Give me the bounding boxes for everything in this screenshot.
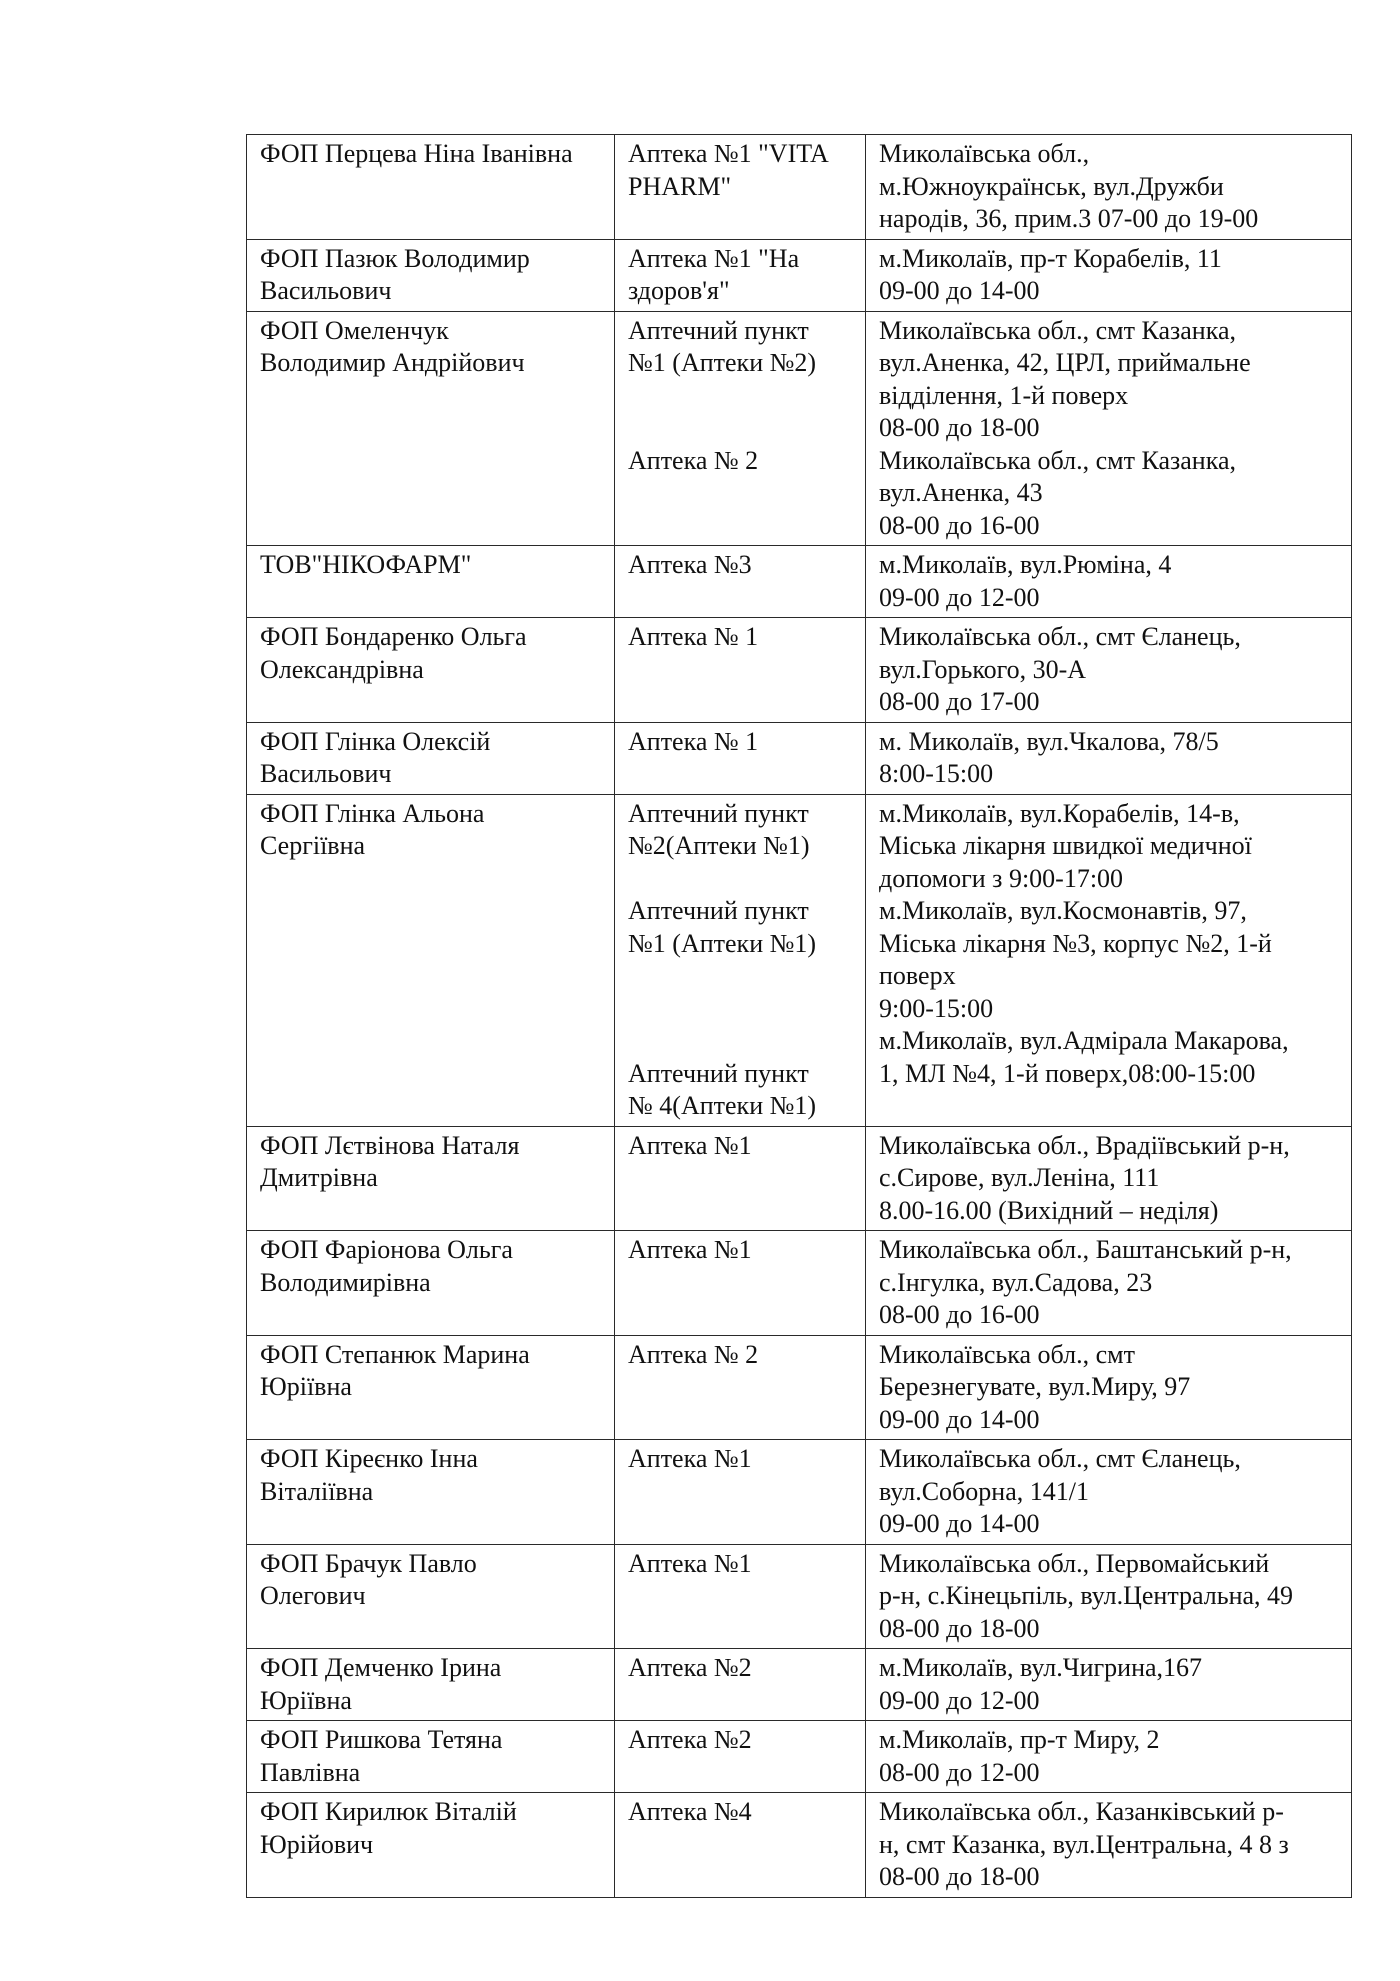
owner-text-line: Павлівна	[260, 1757, 361, 1787]
address-cell	[866, 546, 1352, 618]
address-text-line: м.Миколаїв, вул.Космонавтів, 97,	[879, 896, 1247, 925]
owner-cell	[247, 794, 615, 1126]
address-text-line: м.Южноукраїнськ, вул.Дружби	[879, 171, 1224, 201]
owner-cell	[247, 1335, 615, 1440]
address-cell	[866, 1126, 1352, 1231]
address-text-line: 09-00 до 12-00	[879, 582, 1040, 612]
pharmacy-text-line	[628, 412, 853, 445]
table-row	[247, 311, 1352, 546]
owner-text-line: ФОП Степанюк Марина	[260, 1339, 530, 1369]
owner-cell	[247, 618, 615, 723]
pharmacy-text-line: Аптека № 1	[628, 622, 759, 651]
owner-cell	[247, 1649, 615, 1721]
address-cell	[866, 1793, 1352, 1898]
owner-cell	[247, 1793, 615, 1898]
owner-cell	[247, 311, 615, 546]
owner-text-line: ФОП Глінка Альона	[260, 798, 485, 828]
pharmacy-text-line: №1 (Аптеки №2)	[628, 348, 817, 377]
pharmacy-cell	[615, 794, 866, 1126]
address-cell	[866, 135, 1352, 240]
pharmacy-cell	[615, 546, 866, 618]
pharmacy-text-line: № 4(Аптеки №1)	[628, 1091, 817, 1120]
address-text-line: с.Інгулка, вул.Садова, 23	[879, 1267, 1153, 1297]
pharmacy-cell	[615, 239, 866, 311]
owner-text-line: Віталіївна	[260, 1476, 374, 1506]
pharmacy-text-line: здоров'я"	[628, 276, 730, 305]
owner-text-line: Олександрівна	[260, 654, 424, 684]
address-text-line: 08-00 до 17-00	[879, 687, 1040, 716]
address-cell	[866, 1335, 1352, 1440]
address-cell	[866, 1721, 1352, 1793]
pharmacy-cell	[615, 722, 866, 794]
address-text-line: народів, 36, прим.3 07-00 до 19-00	[879, 204, 1259, 233]
owner-cell	[247, 1126, 615, 1231]
table-row	[247, 1793, 1352, 1898]
owner-text-line: Васильович	[260, 759, 392, 788]
address-text-line: Міська лікарня швидкої медичної	[879, 831, 1252, 860]
address-text-line: відділення, 1-й поверх	[879, 380, 1129, 410]
address-text-line: Миколаївська обл., Врадіївський р-н,	[879, 1130, 1290, 1160]
pharmacy-text-line	[628, 863, 853, 896]
pharmacy-table	[246, 134, 1352, 1898]
pharmacy-cell	[615, 618, 866, 723]
owner-text-line: Юрійович	[260, 1829, 374, 1859]
table-row	[247, 722, 1352, 794]
pharmacy-cell	[615, 1649, 866, 1721]
owner-text-line: ФОП Демченко Ірина	[260, 1653, 502, 1682]
owner-text-line: ФОП Ришкова Тетяна	[260, 1725, 503, 1754]
owner-cell	[247, 722, 615, 794]
address-text-line: 09-00 до 14-00	[879, 276, 1040, 305]
address-text-line: 08-00 до 18-00	[879, 413, 1040, 442]
owner-cell	[247, 239, 615, 311]
pharmacy-text-line: Аптека № 2	[628, 445, 759, 475]
address-text-line: 08-00 до 18-00	[879, 1862, 1040, 1891]
address-text-line: поверх	[879, 961, 956, 990]
owner-cell	[247, 1440, 615, 1545]
owner-text-line: Дмитрівна	[260, 1163, 378, 1192]
owner-cell	[247, 546, 615, 618]
address-text-line: н, смт Казанка, вул.Центральна, 4 8 з	[879, 1829, 1289, 1859]
table-row	[247, 794, 1352, 1126]
address-text-line: м.Миколаїв, вул.Корабелів, 14-в,	[879, 798, 1240, 828]
address-text-line: 09-00 до 14-00	[879, 1509, 1040, 1538]
table-row	[247, 546, 1352, 618]
owner-text-line: ФОП Перцева Ніна Іванівна	[260, 139, 573, 168]
owner-text-line: ФОП Брачук Павло	[260, 1548, 477, 1578]
pharmacy-cell	[615, 1793, 866, 1898]
pharmacy-text-line: Аптечний пункт	[628, 798, 809, 828]
pharmacy-text-line	[628, 1025, 853, 1058]
table-row	[247, 1440, 1352, 1545]
table-row	[247, 239, 1352, 311]
owner-text-line: Васильович	[260, 276, 392, 305]
address-text-line: м.Миколаїв, вул.Адмірала Макарова,	[879, 1026, 1289, 1055]
owner-text-line: ФОП Кирилюк Віталій	[260, 1797, 517, 1826]
pharmacy-text-line: Аптека №1	[628, 1130, 752, 1160]
address-cell	[866, 1440, 1352, 1545]
address-text-line: допомоги з 9:00-17:00	[879, 863, 1124, 893]
table-row	[247, 1544, 1352, 1649]
address-text-line: м. Миколаїв, вул.Чкалова, 78/5	[879, 726, 1219, 756]
address-text-line: Миколаївська обл., смт Єланець,	[879, 1444, 1241, 1473]
address-text-line: Миколаївська обл., Баштанський р-н,	[879, 1235, 1292, 1264]
address-cell	[866, 311, 1352, 546]
pharmacy-cell	[615, 1231, 866, 1336]
owner-text-line: ФОП Бондаренко Ольга	[260, 622, 527, 651]
pharmacy-text-line: №2(Аптеки №1)	[628, 831, 810, 860]
address-cell	[866, 722, 1352, 794]
address-text-line: Миколаївська обл., смт	[879, 1339, 1135, 1369]
table-row	[247, 618, 1352, 723]
owner-cell	[247, 135, 615, 240]
table-row	[247, 1649, 1352, 1721]
pharmacy-text-line: Аптека №3	[628, 550, 752, 579]
address-text-line: Миколаївська обл.,	[879, 139, 1090, 168]
pharmacy-cell	[615, 311, 866, 546]
pharmacy-text-line: Аптека №1	[628, 1444, 752, 1473]
address-text-line: вул.Аненка, 43	[879, 478, 1043, 507]
address-text-line: Миколаївська обл., смт Єланець,	[879, 622, 1241, 651]
address-cell	[866, 1231, 1352, 1336]
pharmacy-text-line: Аптечний пункт	[628, 315, 809, 345]
pharmacy-cell	[615, 1440, 866, 1545]
owner-text-line: Сергіївна	[260, 831, 366, 860]
pharmacy-text-line: PHARM"	[628, 171, 732, 201]
address-text-line: Миколаївська обл., Казанківський р-	[879, 1797, 1284, 1826]
owner-cell	[247, 1544, 615, 1649]
address-text-line: Міська лікарня №3, корпус №2, 1-й	[879, 928, 1272, 958]
owner-text-line: ФОП Глінка Олексій	[260, 726, 491, 756]
address-text-line: Миколаївська обл., смт Казанка,	[879, 315, 1236, 345]
address-text-line: 8:00-15:00	[879, 759, 994, 788]
address-cell	[866, 794, 1352, 1126]
owner-text-line: ФОП Омеленчук	[260, 315, 449, 345]
pharmacy-text-line: Аптечний пункт	[628, 1058, 809, 1088]
address-text-line: м.Миколаїв, вул.Чигрина,167	[879, 1653, 1203, 1682]
address-text-line: 08-00 до 16-00	[879, 1300, 1040, 1329]
pharmacy-cell	[615, 1544, 866, 1649]
table-row	[247, 135, 1352, 240]
address-text-line: 1, МЛ №4, 1-й поверх,08:00-15:00	[879, 1058, 1256, 1088]
address-cell	[866, 1544, 1352, 1649]
pharmacy-text-line: №1 (Аптеки №1)	[628, 928, 817, 958]
address-text-line: вул.Соборна, 141/1	[879, 1476, 1089, 1506]
owner-text-line: Юріївна	[260, 1685, 352, 1715]
address-text-line: м.Миколаїв, пр-т Корабелів, 11	[879, 243, 1222, 273]
pharmacy-text-line: Аптека №1	[628, 1235, 752, 1264]
pharmacy-text-line: Аптека №1 "VITA	[628, 139, 829, 168]
address-text-line: 09-00 до 14-00	[879, 1404, 1040, 1434]
address-text-line: м.Миколаїв, вул.Рюміна, 4	[879, 550, 1172, 579]
pharmacy-cell	[615, 1335, 866, 1440]
pharmacy-text-line: Аптека №4	[628, 1797, 752, 1826]
address-text-line: м.Миколаїв, пр-т Миру, 2	[879, 1725, 1160, 1754]
address-text-line: с.Сирове, вул.Леніна, 111	[879, 1163, 1160, 1192]
address-text-line: 9:00-15:00	[879, 993, 994, 1023]
owner-text-line: ФОП Кіреєнко Інна	[260, 1444, 478, 1473]
address-text-line: 08-00 до 18-00	[879, 1613, 1040, 1643]
pharmacy-text-line: Аптека №1	[628, 1548, 752, 1578]
pharmacy-text-line	[628, 993, 853, 1026]
owner-text-line: ФОП Фаріонова Ольга	[260, 1235, 513, 1264]
address-cell	[866, 239, 1352, 311]
table-row	[247, 1126, 1352, 1231]
pharmacy-text-line	[628, 380, 853, 413]
address-text-line: Миколаївська обл., Первомайський	[879, 1548, 1270, 1578]
address-text-line: р-н, с.Кінецьпіль, вул.Центральна, 49	[879, 1581, 1294, 1610]
owner-text-line: ТОВ"НІКОФАРМ"	[260, 550, 472, 579]
owner-text-line: Олегович	[260, 1581, 366, 1610]
owner-text-line: Володимирівна	[260, 1267, 431, 1297]
owner-cell	[247, 1721, 615, 1793]
owner-cell	[247, 1231, 615, 1336]
pharmacy-text-line	[628, 960, 853, 993]
pharmacy-text-line: Аптека №2	[628, 1653, 752, 1682]
table-body	[247, 135, 1352, 1898]
address-text-line: 8.00-16.00 (Вихідний – неділя)	[879, 1195, 1219, 1225]
owner-text-line: Юріївна	[260, 1372, 352, 1401]
address-cell	[866, 618, 1352, 723]
pharmacy-cell	[615, 1721, 866, 1793]
pharmacy-cell	[615, 135, 866, 240]
pharmacy-cell	[615, 1126, 866, 1231]
table-row	[247, 1721, 1352, 1793]
owner-text-line: ФОП Лєтвінова Наталя	[260, 1130, 520, 1160]
address-text-line: 09-00 до 12-00	[879, 1685, 1040, 1715]
address-text-line: 08-00 до 16-00	[879, 510, 1040, 540]
address-text-line: вул.Горького, 30-А	[879, 654, 1087, 684]
pharmacy-text-line: Аптека №2	[628, 1725, 752, 1754]
pharmacy-text-line: Аптечний пункт	[628, 896, 809, 925]
owner-text-line: Володимир Андрійович	[260, 348, 525, 377]
table-row	[247, 1231, 1352, 1336]
address-text-line: вул.Аненка, 42, ЦРЛ, приймальне	[879, 348, 1251, 377]
address-cell	[866, 1649, 1352, 1721]
address-text-line: Миколаївська обл., смт Казанка,	[879, 445, 1236, 475]
table-row	[247, 1335, 1352, 1440]
pharmacy-text-line: Аптека № 2	[628, 1339, 759, 1369]
address-text-line: Березнегувате, вул.Миру, 97	[879, 1372, 1191, 1401]
owner-text-line: ФОП Пазюк Володимир	[260, 243, 530, 273]
pharmacy-text-line: Аптека № 1	[628, 726, 759, 756]
address-text-line: 08-00 до 12-00	[879, 1757, 1040, 1787]
pharmacy-text-line: Аптека №1 "На	[628, 243, 800, 273]
